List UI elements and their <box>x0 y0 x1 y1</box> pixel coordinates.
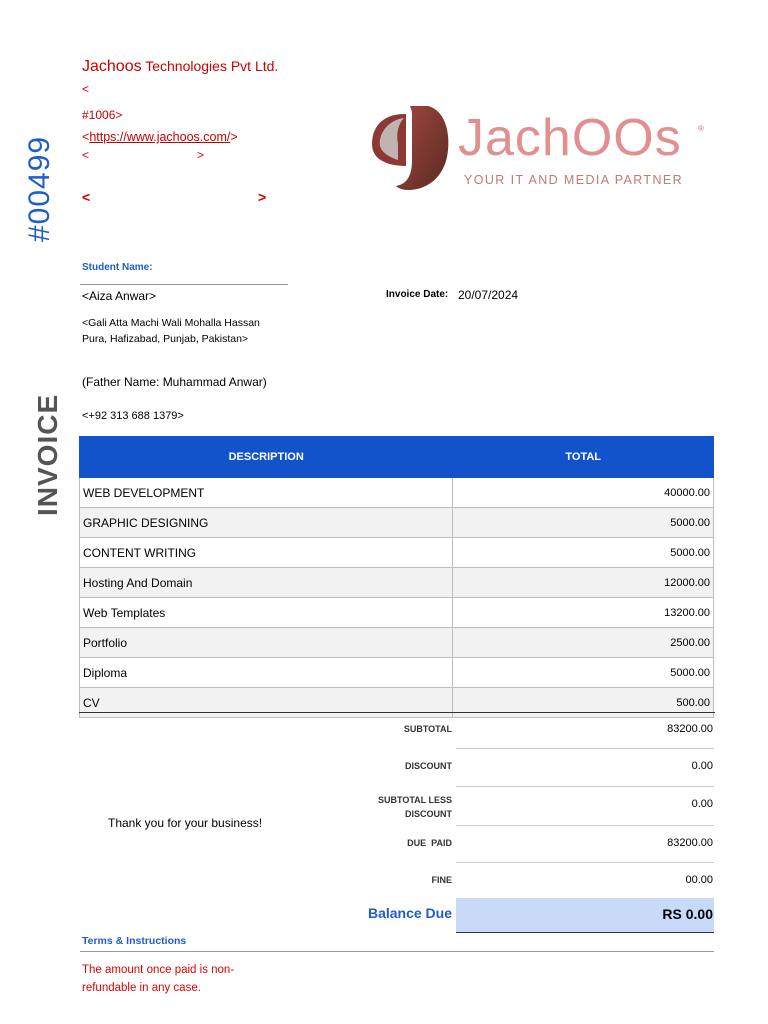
table-row <box>80 478 714 508</box>
table-row <box>80 658 714 688</box>
row-total: 500.00 <box>453 688 714 718</box>
company-line-5 <box>82 148 292 166</box>
row-description: Diploma <box>80 658 453 688</box>
row-description: Hosting And Domain <box>80 568 453 598</box>
row-description: Web Templates <box>80 598 453 628</box>
subtotal-label: SUBTOTAL <box>403 724 452 734</box>
divider <box>80 951 714 952</box>
balance-due-label: Balance Due <box>367 905 452 921</box>
company-address-open: < <box>82 82 90 96</box>
row-description: CONTENT WRITING <box>80 538 453 568</box>
invoice-title: INVOICE <box>32 393 63 516</box>
company-line-5-right: > <box>197 148 205 162</box>
subtotal-less-label-line1: SUBTOTAL LESS <box>377 795 452 805</box>
table-row <box>80 508 714 538</box>
logo-mark-icon <box>368 104 452 194</box>
table-header-row <box>80 437 714 478</box>
student-name: <Aiza Anwar> <box>82 289 157 303</box>
subtotal-less-label-line2: DISCOUNT <box>405 809 452 819</box>
row-total: 13200.00 <box>453 598 714 628</box>
company-block <box>82 55 292 208</box>
invoice-date-label: Invoice Date: <box>386 289 449 300</box>
table-row <box>80 598 714 628</box>
row-total: 40000.00 <box>453 478 714 508</box>
company-name-rest: Technologies Pvt Ltd. <box>141 58 279 74</box>
row-total: 5000.00 <box>453 538 714 568</box>
table-row <box>80 688 714 718</box>
father-name: (Father Name: Muhammad Anwar) <box>82 375 267 389</box>
divider <box>456 862 714 863</box>
balance-due-value: RS 0.00 <box>662 906 713 922</box>
table-bottom-border <box>79 712 715 713</box>
company-website-line: <https://www.jachoos.com/> <box>82 130 238 144</box>
row-description: Portfolio <box>80 628 453 658</box>
discount-label: DISCOUNT <box>405 761 452 771</box>
company-line-6-left: < <box>82 189 91 205</box>
fine-label: FINE <box>431 875 452 885</box>
company-name <box>82 55 292 78</box>
row-description: CV <box>80 688 453 718</box>
row-total: 5000.00 <box>453 658 714 688</box>
company-line-5-left: < <box>82 148 90 162</box>
company-line-6-right: > <box>258 189 267 205</box>
logo-tagline: YOUR IT AND MEDIA PARTNER <box>464 173 684 187</box>
terms-label: Terms & Instructions <box>82 935 187 947</box>
header-total: TOTAL <box>453 437 714 478</box>
due-paid-value: 83200.00 <box>667 837 713 849</box>
divider <box>456 748 714 749</box>
company-unit: #1006> <box>82 108 123 122</box>
subtotal-less-discount-value: 0.00 <box>691 798 713 810</box>
logo-wordmark: JachOOs <box>458 109 682 167</box>
student-phone: <+92 313 688 1379> <box>82 410 184 422</box>
thank-you-note: Thank you for your business! <box>108 816 263 830</box>
table-row <box>80 538 714 568</box>
terms-text: The amount once paid is non-refundable in any case. <box>82 964 235 994</box>
company-name-main: Jachoos <box>82 58 142 75</box>
row-description: GRAPHIC DESIGNING <box>80 508 453 538</box>
header-description: DESCRIPTION <box>80 437 453 478</box>
divider <box>456 825 714 826</box>
row-total: 2500.00 <box>453 628 714 658</box>
items-table <box>79 436 714 718</box>
divider <box>456 786 714 787</box>
divider <box>80 284 288 285</box>
row-description: WEB DEVELOPMENT <box>80 478 453 508</box>
row-total: 12000.00 <box>453 568 714 598</box>
logo-registered: ® <box>698 124 704 133</box>
row-total: 5000.00 <box>453 508 714 538</box>
due-paid-label: DUE PAID <box>407 838 452 848</box>
fine-value: 00.00 <box>685 874 713 886</box>
subtotal-value: 83200.00 <box>667 723 713 735</box>
company-line-6 <box>82 186 292 208</box>
table-row <box>80 568 714 598</box>
company-website-link[interactable]: https://www.jachoos.com/ <box>89 130 231 144</box>
invoice-number: #00499 <box>23 135 56 242</box>
student-address: <Gali Atta Machi Wali Mohalla Hassan Pura, Hafizabad, Punjab, Pakistan> <box>82 317 260 345</box>
student-name-label: Student Name: <box>82 262 153 273</box>
invoice-date: 20/07/2024 <box>458 288 519 302</box>
subtotal-less-discount-label <box>332 793 452 821</box>
discount-value: 0.00 <box>691 760 713 772</box>
table-row <box>80 628 714 658</box>
